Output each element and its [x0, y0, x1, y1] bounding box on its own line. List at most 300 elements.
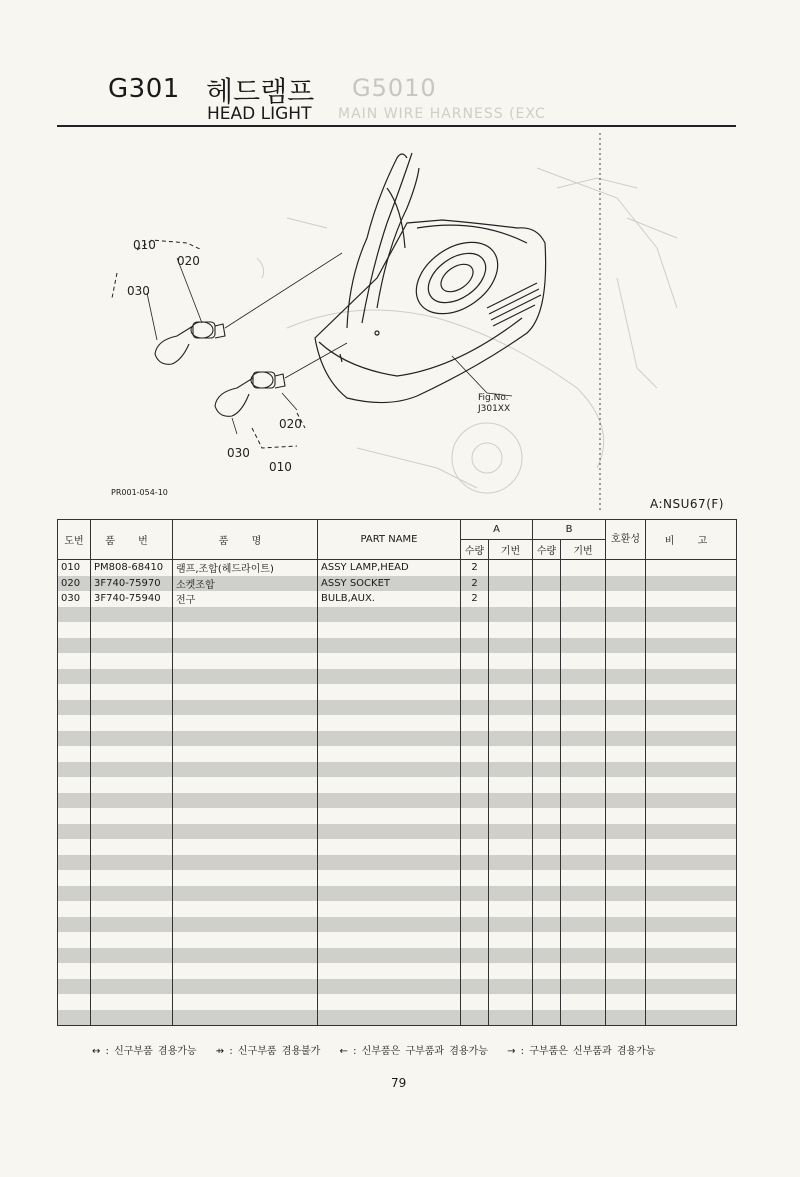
cell-interchange: [606, 963, 646, 979]
cell-part-no: [91, 700, 173, 716]
cell-base-b: [561, 793, 606, 809]
cell-name-kr: [173, 762, 318, 778]
cell-qty-b: [533, 932, 561, 948]
callout-030-upper: 030: [127, 284, 150, 298]
cell-name-kr: [173, 746, 318, 762]
cell-qty-a: [461, 653, 489, 669]
cell-remarks: [646, 762, 737, 778]
cell-base-a: [489, 560, 533, 576]
fig-number: J301XX: [478, 404, 511, 414]
cell-interchange: [606, 576, 646, 592]
cell-qty-a: [461, 1010, 489, 1026]
cell-qty-b: [533, 1010, 561, 1026]
col-base-b: 기번: [561, 540, 606, 560]
cell-base-a: [489, 715, 533, 731]
cell-qty-b: [533, 762, 561, 778]
cell-remarks: [646, 932, 737, 948]
interchangeability-legend: [92, 1042, 670, 1057]
cell-base-a: [489, 731, 533, 747]
cell-no: [58, 793, 91, 809]
cell-name-kr: [173, 948, 318, 964]
cell-qty-b: [533, 855, 561, 871]
cell-base-b: [561, 746, 606, 762]
cell-base-b: [561, 1010, 606, 1026]
cell-interchange: [606, 684, 646, 700]
cell-no: [58, 777, 91, 793]
cell-part-no: [91, 917, 173, 933]
cell-qty-a: [461, 638, 489, 654]
cell-remarks: [646, 855, 737, 871]
cell-base-b: [561, 932, 606, 948]
cell-no: [58, 886, 91, 902]
cell-interchange: [606, 715, 646, 731]
cell-base-b: [561, 963, 606, 979]
cell-part-no: [91, 731, 173, 747]
table-row: [58, 607, 737, 623]
cell-base-a: [489, 839, 533, 855]
col-group-b: B: [533, 520, 606, 540]
cell-base-b: [561, 762, 606, 778]
cell-qty-b: [533, 715, 561, 731]
table-row: [58, 994, 737, 1010]
cell-interchange: [606, 669, 646, 685]
cell-base-b: [561, 870, 606, 886]
cell-qty-a: [461, 808, 489, 824]
cell-base-a: [489, 591, 533, 607]
cell-base-a: [489, 653, 533, 669]
cell-qty-b: [533, 994, 561, 1010]
cell-base-a: [489, 576, 533, 592]
cell-qty-b: [533, 700, 561, 716]
cell-qty-b: [533, 591, 561, 607]
cell-qty-b: [533, 870, 561, 886]
cell-name-kr: [173, 855, 318, 871]
cell-base-a: [489, 793, 533, 809]
cell-base-a: [489, 808, 533, 824]
cell-qty-a: [461, 932, 489, 948]
col-interchange: 호환성: [606, 520, 646, 560]
cell-remarks: [646, 901, 737, 917]
cell-qty-b: [533, 638, 561, 654]
cell-no: [58, 932, 91, 948]
cell-qty-a: [461, 979, 489, 995]
cell-qty-b: [533, 684, 561, 700]
table-row: [58, 560, 737, 576]
cell-base-a: [489, 762, 533, 778]
cell-base-a: [489, 824, 533, 840]
cell-interchange: [606, 808, 646, 824]
cell-interchange: [606, 979, 646, 995]
callout-010-lower: 010: [269, 460, 292, 474]
cell-base-a: [489, 901, 533, 917]
cell-part-no: [91, 901, 173, 917]
cell-qty-b: [533, 731, 561, 747]
cell-part-name: ASSY LAMP,HEAD: [318, 560, 461, 576]
cell-base-b: [561, 979, 606, 995]
cell-qty-b: [533, 622, 561, 638]
cell-qty-b: [533, 576, 561, 592]
cell-qty-b: [533, 560, 561, 576]
cell-interchange: [606, 777, 646, 793]
table-row: [58, 793, 737, 809]
table-row: [58, 762, 737, 778]
cell-interchange: [606, 901, 646, 917]
cell-interchange: [606, 653, 646, 669]
cell-part-no: [91, 948, 173, 964]
cell-name-kr: [173, 777, 318, 793]
cell-qty-b: [533, 669, 561, 685]
cell-base-a: [489, 607, 533, 623]
cell-interchange: [606, 948, 646, 964]
cell-part-no: [91, 607, 173, 623]
cell-part-name: BULB,AUX.: [318, 591, 461, 607]
cell-name-kr: 소켓조합: [173, 576, 318, 592]
cell-remarks: [646, 870, 737, 886]
cell-base-a: [489, 917, 533, 933]
cell-base-a: [489, 746, 533, 762]
cell-qty-b: [533, 793, 561, 809]
cell-no: [58, 669, 91, 685]
socket-bulb-upper: [155, 253, 342, 364]
cell-qty-b: [533, 746, 561, 762]
cell-base-a: [489, 855, 533, 871]
table-row: [58, 808, 737, 824]
cell-part-no: 3F740-75940: [91, 591, 173, 607]
table-row: [58, 746, 737, 762]
table-row: [58, 948, 737, 964]
legend-item: ↔ : 신구부품 겸용가능: [92, 1046, 197, 1057]
cell-qty-a: 2: [461, 560, 489, 576]
cell-remarks: [646, 777, 737, 793]
table-row: [58, 576, 737, 592]
col-part-no: 품 번: [91, 520, 173, 560]
cell-qty-b: [533, 886, 561, 902]
cell-part-no: [91, 684, 173, 700]
table-row: [58, 824, 737, 840]
parts-table-body: [58, 560, 737, 1026]
cell-qty-a: [461, 917, 489, 933]
cell-remarks: [646, 824, 737, 840]
cell-interchange: [606, 917, 646, 933]
bleed-through-code: G5010: [352, 74, 437, 102]
cell-base-a: [489, 1010, 533, 1026]
col-qty-a: 수량: [461, 540, 489, 560]
cell-base-a: [489, 638, 533, 654]
cell-part-name: [318, 979, 461, 995]
cell-base-a: [489, 622, 533, 638]
col-group-a: A: [461, 520, 533, 540]
cell-qty-b: [533, 839, 561, 855]
exploded-parts-diagram: [57, 128, 737, 518]
cell-name-kr: [173, 684, 318, 700]
section-title-english: HEAD LIGHT: [207, 104, 312, 124]
cell-qty-b: [533, 917, 561, 933]
cell-part-name: [318, 994, 461, 1010]
legend-item: → : 구부품은 신부품과 겸용가능: [507, 1046, 656, 1057]
cell-base-a: [489, 669, 533, 685]
cell-base-b: [561, 777, 606, 793]
cell-remarks: [646, 715, 737, 731]
cell-no: 030: [58, 591, 91, 607]
table-row: [58, 1010, 737, 1026]
cell-interchange: [606, 824, 646, 840]
legend-item: ⇸ : 신구부품 겸용불가: [215, 1046, 321, 1057]
cell-base-b: [561, 622, 606, 638]
cell-remarks: [646, 669, 737, 685]
cell-no: [58, 653, 91, 669]
callout-020-upper: 020: [177, 254, 200, 268]
cell-base-b: [561, 591, 606, 607]
cell-interchange: [606, 870, 646, 886]
cell-part-no: [91, 746, 173, 762]
cell-name-kr: [173, 886, 318, 902]
cell-name-kr: [173, 638, 318, 654]
table-row: [58, 886, 737, 902]
cell-part-name: [318, 963, 461, 979]
cell-base-b: [561, 886, 606, 902]
cell-name-kr: [173, 994, 318, 1010]
cell-base-b: [561, 731, 606, 747]
cell-qty-a: [461, 669, 489, 685]
cell-interchange: [606, 855, 646, 871]
cell-no: [58, 715, 91, 731]
cell-interchange: [606, 839, 646, 855]
table-row: [58, 669, 737, 685]
cell-no: [58, 901, 91, 917]
cell-qty-a: [461, 824, 489, 840]
cell-qty-a: [461, 731, 489, 747]
cell-no: [58, 746, 91, 762]
cell-remarks: [646, 886, 737, 902]
cell-part-no: [91, 777, 173, 793]
cell-part-no: [91, 638, 173, 654]
col-part-name: PART NAME: [318, 520, 461, 560]
cell-base-b: [561, 715, 606, 731]
cell-part-name: [318, 777, 461, 793]
cell-base-b: [561, 855, 606, 871]
cell-part-name: [318, 746, 461, 762]
table-row: [58, 700, 737, 716]
cell-base-b: [561, 638, 606, 654]
cell-name-kr: 전구: [173, 591, 318, 607]
cell-interchange: [606, 607, 646, 623]
cell-part-name: [318, 793, 461, 809]
cell-base-b: [561, 669, 606, 685]
cell-interchange: [606, 731, 646, 747]
cell-base-b: [561, 839, 606, 855]
cell-name-kr: [173, 932, 318, 948]
cell-base-b: [561, 824, 606, 840]
cell-qty-a: [461, 700, 489, 716]
cell-no: [58, 994, 91, 1010]
cell-base-b: [561, 607, 606, 623]
cell-no: [58, 622, 91, 638]
cell-qty-a: [461, 762, 489, 778]
cell-qty-a: [461, 622, 489, 638]
cell-name-kr: [173, 839, 318, 855]
cell-name-kr: [173, 1010, 318, 1026]
cell-qty-a: [461, 886, 489, 902]
cell-name-kr: 램프,조합(헤드라이트): [173, 560, 318, 576]
table-row: [58, 932, 737, 948]
cell-qty-a: [461, 777, 489, 793]
cell-base-b: [561, 576, 606, 592]
cell-remarks: [646, 684, 737, 700]
cell-qty-a: [461, 963, 489, 979]
cell-interchange: [606, 762, 646, 778]
cell-qty-b: [533, 824, 561, 840]
callout-020-lower: 020: [279, 417, 302, 431]
cell-base-a: [489, 700, 533, 716]
cell-part-no: [91, 824, 173, 840]
legend-item: ← : 신부품은 구부품과 겸용가능: [339, 1046, 488, 1057]
section-code: G301: [108, 74, 180, 104]
table-row: [58, 684, 737, 700]
cell-qty-a: [461, 870, 489, 886]
cell-no: [58, 855, 91, 871]
cell-name-kr: [173, 793, 318, 809]
fig-label: Fig.No.: [478, 393, 509, 403]
cell-qty-a: [461, 901, 489, 917]
cell-no: [58, 963, 91, 979]
col-base-a: 기번: [489, 540, 533, 560]
table-row: [58, 653, 737, 669]
cell-interchange: [606, 638, 646, 654]
cell-part-no: PM808-68410: [91, 560, 173, 576]
cell-qty-a: [461, 839, 489, 855]
model-label: A:NSU67(F): [650, 497, 724, 511]
cell-remarks: [646, 638, 737, 654]
cell-interchange: [606, 591, 646, 607]
cell-base-b: [561, 560, 606, 576]
cell-remarks: [646, 653, 737, 669]
cell-part-no: [91, 886, 173, 902]
cell-qty-a: 2: [461, 591, 489, 607]
cell-part-name: [318, 948, 461, 964]
cell-remarks: [646, 700, 737, 716]
cell-no: [58, 638, 91, 654]
cell-name-kr: [173, 715, 318, 731]
table-row: [58, 839, 737, 855]
table-row: [58, 855, 737, 871]
background-bleed-drawing: [257, 168, 677, 493]
cell-remarks: [646, 560, 737, 576]
cell-part-name: [318, 653, 461, 669]
cell-qty-a: [461, 684, 489, 700]
cell-no: [58, 1010, 91, 1026]
cell-no: [58, 607, 91, 623]
cell-base-b: [561, 808, 606, 824]
cell-part-name: [318, 870, 461, 886]
cell-name-kr: [173, 917, 318, 933]
cell-base-b: [561, 653, 606, 669]
cell-no: [58, 824, 91, 840]
cell-part-name: [318, 808, 461, 824]
cell-base-a: [489, 684, 533, 700]
cell-interchange: [606, 886, 646, 902]
cell-interchange: [606, 932, 646, 948]
cell-part-name: [318, 669, 461, 685]
table-row: [58, 917, 737, 933]
callout-leaders: [147, 258, 512, 434]
cell-base-b: [561, 901, 606, 917]
cell-qty-a: [461, 793, 489, 809]
cell-qty-a: [461, 994, 489, 1010]
cell-no: [58, 700, 91, 716]
cell-qty-b: [533, 979, 561, 995]
cell-remarks: [646, 1010, 737, 1026]
cell-interchange: [606, 560, 646, 576]
cell-remarks: [646, 591, 737, 607]
cell-part-name: [318, 638, 461, 654]
cell-remarks: [646, 979, 737, 995]
cell-part-name: [318, 917, 461, 933]
cell-part-no: [91, 715, 173, 731]
cell-base-a: [489, 979, 533, 995]
cell-remarks: [646, 839, 737, 855]
cell-base-a: [489, 994, 533, 1010]
cell-no: [58, 870, 91, 886]
cell-base-a: [489, 870, 533, 886]
headlight-assembly-drawing: [315, 153, 546, 403]
cell-interchange: [606, 994, 646, 1010]
cell-part-no: [91, 839, 173, 855]
cell-remarks: [646, 622, 737, 638]
table-row: [58, 870, 737, 886]
col-no: 도번: [58, 520, 91, 560]
cell-base-a: [489, 948, 533, 964]
cell-part-no: [91, 932, 173, 948]
col-qty-b: 수량: [533, 540, 561, 560]
cell-qty-a: [461, 855, 489, 871]
cell-no: [58, 839, 91, 855]
cell-qty-b: [533, 963, 561, 979]
cell-no: [58, 948, 91, 964]
cell-qty-a: [461, 948, 489, 964]
cell-no: [58, 808, 91, 824]
cell-part-name: [318, 932, 461, 948]
page-number: 79: [391, 1076, 407, 1090]
cell-interchange: [606, 622, 646, 638]
cell-base-b: [561, 684, 606, 700]
cell-remarks: [646, 607, 737, 623]
cell-base-b: [561, 948, 606, 964]
cell-qty-b: [533, 948, 561, 964]
cell-qty-a: [461, 746, 489, 762]
cell-part-name: [318, 824, 461, 840]
cell-no: [58, 762, 91, 778]
table-row: [58, 963, 737, 979]
cell-part-name: [318, 607, 461, 623]
cell-name-kr: [173, 607, 318, 623]
bleed-through-title: MAIN WIRE HARNESS (EXC: [338, 106, 546, 122]
table-row: [58, 777, 737, 793]
parts-table: [57, 519, 737, 1026]
socket-bulb-lower: [215, 343, 347, 416]
cell-remarks: [646, 917, 737, 933]
cell-base-b: [561, 994, 606, 1010]
cell-part-no: 3F740-75970: [91, 576, 173, 592]
cell-part-name: [318, 684, 461, 700]
cell-name-kr: [173, 824, 318, 840]
cell-base-a: [489, 886, 533, 902]
cell-part-name: [318, 886, 461, 902]
cell-part-name: [318, 622, 461, 638]
cell-part-no: [91, 979, 173, 995]
cell-no: [58, 731, 91, 747]
cell-part-name: [318, 839, 461, 855]
cell-remarks: [646, 793, 737, 809]
